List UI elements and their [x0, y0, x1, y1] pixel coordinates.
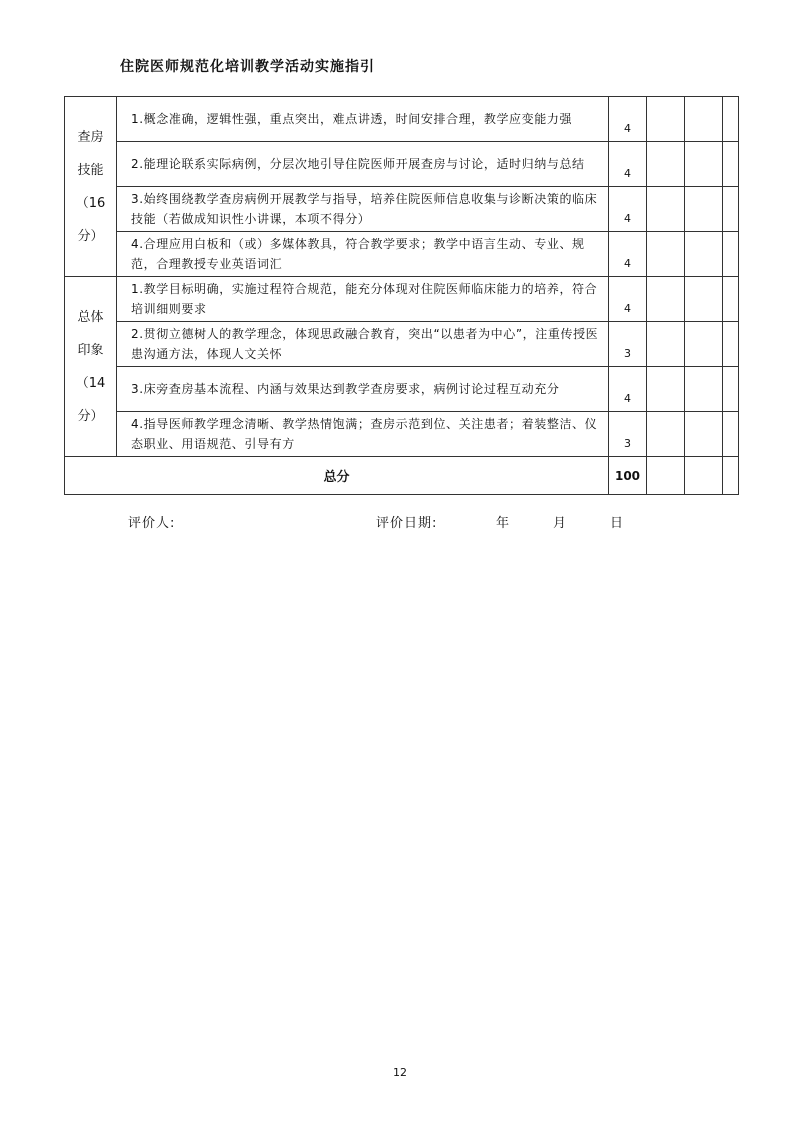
rating-cell[interactable] — [647, 322, 685, 367]
page-number: 12 — [393, 1066, 407, 1079]
rating-cell[interactable] — [647, 277, 685, 322]
criterion-text: 2.能理论联系实际病例，分层次地引导住院医师开展查房与讨论，适时归纳与总结 — [117, 142, 609, 187]
rating-cell[interactable] — [723, 457, 739, 495]
total-row — [65, 457, 739, 495]
rating-cell[interactable] — [723, 367, 739, 412]
rating-cell[interactable] — [723, 277, 739, 322]
rating-cell[interactable] — [647, 142, 685, 187]
criterion-text: 3.床旁查房基本流程、内涵与效果达到教学查房要求，病例讨论过程互动充分 — [117, 367, 609, 412]
rating-cell[interactable] — [723, 142, 739, 187]
table-row — [65, 97, 739, 142]
rating-cell[interactable] — [685, 277, 723, 322]
rating-cell[interactable] — [723, 232, 739, 277]
rating-cell[interactable] — [685, 187, 723, 232]
rating-cell[interactable] — [685, 142, 723, 187]
rating-cell[interactable] — [647, 97, 685, 142]
table-row — [65, 187, 739, 232]
table-row — [65, 142, 739, 187]
month-label: 月 — [553, 516, 568, 531]
rating-cell[interactable] — [685, 367, 723, 412]
criterion-score: 4 — [609, 187, 647, 232]
table-row — [65, 277, 739, 322]
rating-cell[interactable] — [647, 232, 685, 277]
rating-cell[interactable] — [685, 97, 723, 142]
category-line: 分） — [77, 408, 104, 424]
criterion-score: 4 — [609, 232, 647, 277]
criterion-score: 3 — [609, 412, 647, 457]
table-row — [65, 367, 739, 412]
rating-cell[interactable] — [647, 367, 685, 412]
year-label: 年 — [496, 516, 511, 531]
category-line: 技能 — [77, 162, 104, 178]
criterion-score: 4 — [609, 97, 647, 142]
category-line: 总体 — [77, 309, 104, 325]
criterion-text: 1.教学目标明确，实施过程符合规范，能充分体现对住院医师临床能力的培养，符合培训细则要求 — [117, 277, 609, 322]
rating-cell[interactable] — [723, 412, 739, 457]
criterion-score: 4 — [609, 277, 647, 322]
scoring-table — [64, 96, 739, 495]
rating-cell[interactable] — [685, 322, 723, 367]
rating-cell[interactable] — [685, 412, 723, 457]
table-row — [65, 412, 739, 457]
criterion-score: 4 — [609, 367, 647, 412]
criterion-text: 1.概念准确，逻辑性强，重点突出，难点讲透，时间安排合理，教学应变能力强 — [117, 97, 609, 142]
criterion-score: 4 — [609, 142, 647, 187]
category-line: 查房 — [77, 129, 104, 145]
evaluator-label: 评价人: — [128, 516, 176, 531]
rating-cell[interactable] — [723, 322, 739, 367]
day-label: 日 — [610, 516, 625, 531]
criterion-score: 3 — [609, 322, 647, 367]
category-cell — [65, 97, 117, 277]
criterion-text: 2.贯彻立德树人的教学理念，体现思政融合教育，突出“以患者为中心”，注重传授医患沟通方法，体现人文关怀 — [117, 322, 609, 367]
rating-cell[interactable] — [685, 232, 723, 277]
evaluation-date-label: 评价日期: — [376, 516, 438, 531]
document-title: 住院医师规范化培训教学活动实施指引 — [120, 59, 375, 75]
total-label: 总分 — [65, 457, 609, 495]
rating-cell[interactable] — [647, 187, 685, 232]
table-row — [65, 232, 739, 277]
category-cell — [65, 277, 117, 457]
rating-cell[interactable] — [723, 97, 739, 142]
category-line: 印象 — [77, 342, 104, 358]
category-line: 分） — [77, 228, 104, 244]
criterion-text: 4.合理应用白板和（或）多媒体教具，符合教学要求；教学中语言生动、专业、规范，合理教授专业英语词汇 — [117, 232, 609, 277]
table-row — [65, 322, 739, 367]
total-score: 100 — [609, 457, 647, 495]
category-line: （16 — [75, 195, 106, 211]
criterion-text: 3.始终围绕教学查房病例开展教学与指导，培养住院医师信息收集与诊断决策的临床技能（若做成知识性小讲课，本项不得分） — [117, 187, 609, 232]
rating-cell[interactable] — [685, 457, 723, 495]
rating-cell[interactable] — [647, 412, 685, 457]
category-line: （14 — [75, 375, 106, 391]
criterion-text: 4.指导医师教学理念清晰、教学热情饱满；查房示范到位、关注患者；着装整洁、仪态职业、用语规范、引导有方 — [117, 412, 609, 457]
rating-cell[interactable] — [723, 187, 739, 232]
rating-cell[interactable] — [647, 457, 685, 495]
